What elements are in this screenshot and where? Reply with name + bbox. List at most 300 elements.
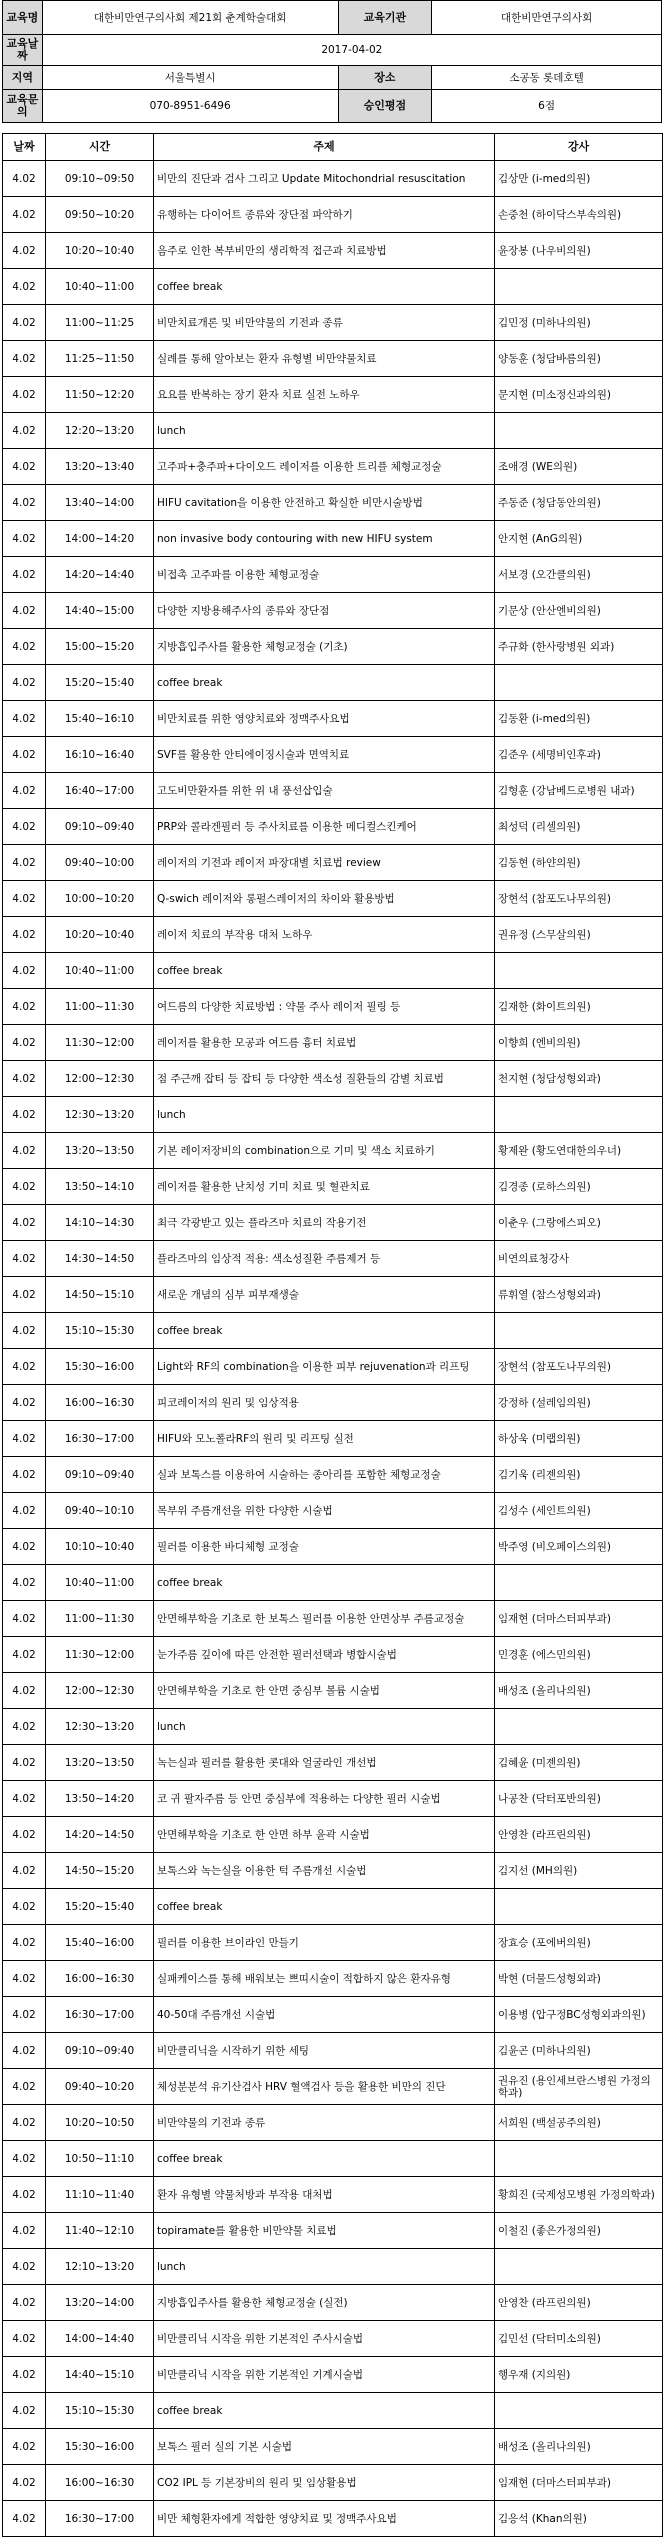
table-row: [3, 701, 663, 737]
cell-topic: CO2 IPL 등 기본장비의 원리 및 임상활용법: [154, 2465, 495, 2501]
cell-speaker: 김기욱 (리젠의원): [495, 1457, 663, 1493]
cell-date: 4.02: [3, 2429, 46, 2465]
table-row: [3, 2213, 663, 2249]
cell-topic: 기본 레이저장비의 combination으로 기미 및 색소 치료하기: [154, 1133, 495, 1169]
cell-date: 4.02: [3, 1637, 46, 1673]
cell-date: 4.02: [3, 197, 46, 233]
label-contact: 교육문의: [3, 90, 43, 123]
cell-topic: coffee break: [154, 2393, 495, 2429]
table-row: [3, 2285, 663, 2321]
cell-time: 14:40~15:00: [46, 593, 154, 629]
cell-speaker: 김준우 (세명비인후과): [495, 737, 663, 773]
table-row: [3, 197, 663, 233]
cell-time: 13:20~14:00: [46, 2285, 154, 2321]
cell-speaker: 이춘우 (그랑에스피오): [495, 1205, 663, 1241]
cell-time: 14:00~14:40: [46, 2321, 154, 2357]
cell-topic: 환자 유형별 약물처방과 부작용 대처법: [154, 2177, 495, 2213]
cell-time: 16:00~16:30: [46, 1385, 154, 1421]
cell-speaker: [495, 2141, 663, 2177]
cell-time: 15:30~16:00: [46, 2429, 154, 2465]
cell-topic: 비접촉 고주파를 이용한 체형교정술: [154, 557, 495, 593]
cell-date: 4.02: [3, 1997, 46, 2033]
table-row: [3, 269, 663, 305]
cell-time: 10:40~11:00: [46, 953, 154, 989]
col-header-time: 시간: [46, 134, 154, 161]
table-row: [3, 809, 663, 845]
cell-date: 4.02: [3, 701, 46, 737]
cell-date: 4.02: [3, 1133, 46, 1169]
cell-topic: lunch: [154, 413, 495, 449]
cell-time: 15:40~16:10: [46, 701, 154, 737]
cell-speaker: 천지현 (청담성형외과): [495, 1061, 663, 1097]
cell-date: 4.02: [3, 1025, 46, 1061]
cell-speaker: 윤장봉 (나우비의원): [495, 233, 663, 269]
table-row: [3, 1277, 663, 1313]
table-row: [3, 2033, 663, 2069]
cell-speaker: 김형훈 (강남베드로병원 내과): [495, 773, 663, 809]
table-row: [3, 2141, 663, 2177]
cell-topic: 필러를 이용한 바디체형 교정술: [154, 1529, 495, 1565]
cell-date: 4.02: [3, 2105, 46, 2141]
cell-topic: 비만 체형환자에게 적합한 영양치료 및 정맥주사요법: [154, 2501, 495, 2537]
cell-date: 4.02: [3, 593, 46, 629]
cell-time: 10:20~10:40: [46, 233, 154, 269]
cell-time: 11:00~11:30: [46, 989, 154, 1025]
cell-date: 4.02: [3, 1241, 46, 1277]
table-row: [3, 1241, 663, 1277]
table-row: [3, 1781, 663, 1817]
cell-time: 15:20~15:40: [46, 1889, 154, 1925]
cell-date: 4.02: [3, 1205, 46, 1241]
cell-topic: 다양한 지방용해주사의 종류와 장단점: [154, 593, 495, 629]
label-region: 지역: [3, 66, 43, 90]
cell-speaker: 서희원 (백설공주의원): [495, 2105, 663, 2141]
cell-time: 15:10~15:30: [46, 1313, 154, 1349]
cell-speaker: 이용병 (압구정BC성형외과의원): [495, 1997, 663, 2033]
cell-topic: 실패케이스를 통해 배워보는 쁘띠시술이 적합하지 않은 환자유형: [154, 1961, 495, 1997]
table-row: [3, 1025, 663, 1061]
cell-speaker: [495, 1313, 663, 1349]
cell-date: 4.02: [3, 2069, 46, 2105]
table-row: [3, 1673, 663, 1709]
cell-date: 4.02: [3, 1097, 46, 1133]
cell-time: 12:30~13:20: [46, 1709, 154, 1745]
table-row: [3, 1853, 663, 1889]
table-row: [3, 2321, 663, 2357]
cell-date: 4.02: [3, 1817, 46, 1853]
cell-date: 4.02: [3, 881, 46, 917]
cell-speaker: 강정하 (설레임의원): [495, 1385, 663, 1421]
table-row: [3, 449, 663, 485]
schedule-table: [2, 133, 663, 2537]
cell-speaker: [495, 2393, 663, 2429]
cell-date: 4.02: [3, 1925, 46, 1961]
table-row: [3, 2429, 663, 2465]
col-header-speaker: 강사: [495, 134, 663, 161]
cell-speaker: [495, 1565, 663, 1601]
table-row: [3, 377, 663, 413]
cell-speaker: 권유정 (스무살의원): [495, 917, 663, 953]
cell-time: 12:30~13:20: [46, 1097, 154, 1133]
cell-speaker: 장현석 (참포도나무의원): [495, 1349, 663, 1385]
cell-topic: 음주로 인한 복부비만의 생리학적 접근과 치료방법: [154, 233, 495, 269]
cell-date: 4.02: [3, 2501, 46, 2537]
table-row: [3, 629, 663, 665]
cell-speaker: 김동환 (i-med의원): [495, 701, 663, 737]
cell-date: 4.02: [3, 1673, 46, 1709]
cell-topic: HIFU와 모노폴라RF의 원리 및 리프팅 실전: [154, 1421, 495, 1457]
cell-date: 4.02: [3, 2141, 46, 2177]
cell-topic: 보톡스와 녹는실을 이용한 턱 주름개선 시술법: [154, 1853, 495, 1889]
cell-topic: coffee break: [154, 269, 495, 305]
table-row: [3, 1601, 663, 1637]
cell-topic: topiramate를 활용한 비만약물 치료법: [154, 2213, 495, 2249]
cell-topic: 비만클리닉 시작을 위한 기본적인 기계시술법: [154, 2357, 495, 2393]
cell-time: 11:00~11:30: [46, 1601, 154, 1637]
cell-time: 16:10~16:40: [46, 737, 154, 773]
cell-topic: 비만클리닉 시작을 위한 기본적인 주사시술법: [154, 2321, 495, 2357]
cell-speaker: 나공찬 (닥터포반의원): [495, 1781, 663, 1817]
table-row: [3, 1385, 663, 1421]
table-row: [3, 1313, 663, 1349]
cell-date: 4.02: [3, 2285, 46, 2321]
table-row: [3, 593, 663, 629]
table-row: [3, 1061, 663, 1097]
cell-topic: 40-50대 주름개선 시술법: [154, 1997, 495, 2033]
cell-date: 4.02: [3, 1745, 46, 1781]
cell-time: 13:20~13:50: [46, 1133, 154, 1169]
cell-topic: coffee break: [154, 1313, 495, 1349]
cell-time: 15:30~16:00: [46, 1349, 154, 1385]
cell-speaker: [495, 1097, 663, 1133]
label-course-name: 교육명: [3, 1, 43, 35]
cell-date: 4.02: [3, 161, 46, 197]
cell-time: 15:00~15:20: [46, 629, 154, 665]
cell-speaker: 임재현 (더마스터피부과): [495, 1601, 663, 1637]
cell-topic: lunch: [154, 1097, 495, 1133]
table-row: [3, 1565, 663, 1601]
cell-time: 15:20~15:40: [46, 665, 154, 701]
table-row: [3, 917, 663, 953]
cell-speaker: [495, 413, 663, 449]
cell-topic: Light와 RF의 combination을 이용한 피부 rejuvenation과 리프팅: [154, 1349, 495, 1385]
table-row: [3, 989, 663, 1025]
cell-date: 4.02: [3, 2321, 46, 2357]
cell-date: 4.02: [3, 1529, 46, 1565]
cell-time: 15:10~15:30: [46, 2393, 154, 2429]
cell-time: 16:30~17:00: [46, 1997, 154, 2033]
cell-date: 4.02: [3, 845, 46, 881]
course-name: 대한비만연구의사회 제21회 춘계학술대회: [42, 1, 338, 35]
cell-topic: 새로운 개념의 심부 피부재생술: [154, 1277, 495, 1313]
cell-date: 4.02: [3, 377, 46, 413]
cell-time: 09:10~09:50: [46, 161, 154, 197]
cell-date: 4.02: [3, 809, 46, 845]
cell-speaker: 배성조 (올리나의원): [495, 1673, 663, 1709]
cell-topic: 목부위 주름개선을 위한 다양한 시술법: [154, 1493, 495, 1529]
cell-date: 4.02: [3, 305, 46, 341]
label-place: 장소: [338, 66, 432, 90]
cell-topic: non invasive body contouring with new HIFU system: [154, 521, 495, 557]
cell-time: 10:10~10:40: [46, 1529, 154, 1565]
cell-topic: 실과 보톡스를 이용하여 시술하는 종아리를 포함한 체형교정술: [154, 1457, 495, 1493]
cell-time: 13:20~13:40: [46, 449, 154, 485]
cell-date: 4.02: [3, 485, 46, 521]
table-row: [3, 1817, 663, 1853]
cell-speaker: 양동훈 (청담바름의원): [495, 341, 663, 377]
cell-speaker: 이철진 (좋은가정의원): [495, 2213, 663, 2249]
cell-speaker: 민경훈 (에스민의원): [495, 1637, 663, 1673]
cell-speaker: 김상만 (i-med의원): [495, 161, 663, 197]
cell-date: 4.02: [3, 2033, 46, 2069]
table-row: [3, 1421, 663, 1457]
cell-date: 4.02: [3, 2177, 46, 2213]
cell-speaker: 김동현 (하얀의원): [495, 845, 663, 881]
cell-date: 4.02: [3, 773, 46, 809]
cell-date: 4.02: [3, 1061, 46, 1097]
course-info-table: [2, 0, 662, 123]
cell-topic: 최극 각광받고 있는 플라즈마 치료의 작용기전: [154, 1205, 495, 1241]
cell-time: 10:50~11:10: [46, 2141, 154, 2177]
cell-topic: 필러를 이용한 브이라인 만들기: [154, 1925, 495, 1961]
cell-date: 4.02: [3, 737, 46, 773]
cell-time: 09:10~09:40: [46, 2033, 154, 2069]
cell-speaker: 권유진 (용인세브란스병원 가정의학과): [495, 2069, 663, 2105]
cell-time: 09:50~10:20: [46, 197, 154, 233]
table-row: [3, 1709, 663, 1745]
cell-topic: 실례를 통해 알아보는 환자 유형별 비만약물치료: [154, 341, 495, 377]
cell-topic: 레이저를 활용한 모공과 여드름 흉터 치료법: [154, 1025, 495, 1061]
cell-speaker: 류휘열 (참스성형외과): [495, 1277, 663, 1313]
cell-date: 4.02: [3, 1781, 46, 1817]
cell-date: 4.02: [3, 1493, 46, 1529]
label-date: 교육날짜: [3, 35, 43, 66]
cell-topic: 고도비만환자를 위한 위 내 풍선삽입술: [154, 773, 495, 809]
cell-time: 14:20~14:50: [46, 1817, 154, 1853]
label-organization: 교육기관: [338, 1, 432, 35]
cell-topic: 레이저 치료의 부작용 대처 노하우: [154, 917, 495, 953]
cell-speaker: [495, 2249, 663, 2285]
cell-speaker: [495, 269, 663, 305]
cell-time: 12:00~12:30: [46, 1673, 154, 1709]
course-date: 2017-04-02: [42, 35, 661, 66]
cell-topic: 비만치료개론 및 비만약물의 기전과 종류: [154, 305, 495, 341]
cell-topic: 비만클리닉을 시작하기 위한 세팅: [154, 2033, 495, 2069]
cell-topic: lunch: [154, 2249, 495, 2285]
cell-date: 4.02: [3, 953, 46, 989]
cell-time: 13:50~14:20: [46, 1781, 154, 1817]
table-row: [3, 953, 663, 989]
table-row: [3, 1205, 663, 1241]
cell-topic: lunch: [154, 1709, 495, 1745]
cell-date: 4.02: [3, 665, 46, 701]
cell-speaker: 임재현 (더마스터피부과): [495, 2465, 663, 2501]
cell-time: 14:40~15:10: [46, 2357, 154, 2393]
table-row: [3, 1925, 663, 1961]
cell-topic: PRP와 콜라겐필러 등 주사치료를 이용한 메디컬스킨케어: [154, 809, 495, 845]
cell-speaker: 황제완 (황도연대한의우너): [495, 1133, 663, 1169]
cell-speaker: 최성덕 (리셀의원): [495, 809, 663, 845]
cell-time: 14:50~15:10: [46, 1277, 154, 1313]
table-row: [3, 413, 663, 449]
cell-time: 16:30~17:00: [46, 1421, 154, 1457]
cell-speaker: 김민정 (미하나의원): [495, 305, 663, 341]
cell-speaker: 기문상 (안산엔비의원): [495, 593, 663, 629]
cell-time: 13:20~13:50: [46, 1745, 154, 1781]
cell-speaker: 조애경 (WE의원): [495, 449, 663, 485]
table-row: [3, 2465, 663, 2501]
cell-time: 09:40~10:00: [46, 845, 154, 881]
cell-date: 4.02: [3, 1853, 46, 1889]
cell-topic: 보톡스 필러 실의 기본 시술법: [154, 2429, 495, 2465]
cell-time: 16:30~17:00: [46, 2501, 154, 2537]
cell-speaker: 김응석 (Khan의원): [495, 2501, 663, 2537]
cell-date: 4.02: [3, 1277, 46, 1313]
cell-topic: coffee break: [154, 2141, 495, 2177]
cell-speaker: 박주영 (비오페이스의원): [495, 1529, 663, 1565]
cell-topic: 피코레이저의 원리 및 임상적용: [154, 1385, 495, 1421]
cell-time: 11:30~12:00: [46, 1025, 154, 1061]
cell-time: 11:10~11:40: [46, 2177, 154, 2213]
cell-topic: coffee break: [154, 953, 495, 989]
cell-speaker: 주규화 (한사랑병원 외과): [495, 629, 663, 665]
cell-topic: coffee break: [154, 1889, 495, 1925]
cell-time: 15:40~16:00: [46, 1925, 154, 1961]
points: 6점: [432, 90, 662, 123]
cell-date: 4.02: [3, 413, 46, 449]
table-row: [3, 1889, 663, 1925]
cell-topic: coffee break: [154, 665, 495, 701]
cell-topic: coffee break: [154, 1565, 495, 1601]
cell-date: 4.02: [3, 1601, 46, 1637]
cell-date: 4.02: [3, 1421, 46, 1457]
cell-speaker: 하상욱 (미랩의원): [495, 1421, 663, 1457]
cell-speaker: [495, 665, 663, 701]
cell-topic: 비만치료를 위한 영양치료와 정맥주사요법: [154, 701, 495, 737]
cell-time: 14:50~15:20: [46, 1853, 154, 1889]
cell-speaker: 장현석 (참포도나무의원): [495, 881, 663, 917]
cell-date: 4.02: [3, 1349, 46, 1385]
cell-speaker: 서보경 (오간클의원): [495, 557, 663, 593]
cell-speaker: 김혜윤 (미젠의원): [495, 1745, 663, 1781]
cell-topic: 비만의 진단과 검사 그리고 Update Mitochondrial resuscitation: [154, 161, 495, 197]
cell-topic: 레이저의 기전과 레이저 파장대별 치료법 review: [154, 845, 495, 881]
label-points: 승인평점: [338, 90, 432, 123]
cell-speaker: 김재한 (화이트의원): [495, 989, 663, 1025]
cell-time: 12:20~13:20: [46, 413, 154, 449]
table-row: [3, 737, 663, 773]
cell-date: 4.02: [3, 2465, 46, 2501]
table-row: [3, 1637, 663, 1673]
cell-time: 09:40~10:20: [46, 2069, 154, 2105]
cell-time: 14:20~14:40: [46, 557, 154, 593]
region: 서울특별시: [42, 66, 338, 90]
table-row: [3, 881, 663, 917]
table-row: [3, 1169, 663, 1205]
table-row: [3, 1133, 663, 1169]
table-row: [3, 521, 663, 557]
table-row: [3, 1097, 663, 1133]
cell-date: 4.02: [3, 521, 46, 557]
cell-topic: 안면해부학을 기초로 한 보톡스 필러를 이용한 안면상부 주름교정술: [154, 1601, 495, 1637]
cell-topic: HIFU cavitation을 이용한 안전하고 확실한 비만시술방법: [154, 485, 495, 521]
cell-speaker: 이향희 (엔비의원): [495, 1025, 663, 1061]
cell-speaker: 김민선 (닥터미소의원): [495, 2321, 663, 2357]
cell-speaker: 박현 (더물드성형외과): [495, 1961, 663, 1997]
cell-date: 4.02: [3, 1313, 46, 1349]
cell-time: 10:20~10:40: [46, 917, 154, 953]
cell-topic: 여드름의 다양한 치료방법 : 약물 주사 레이저 필링 등: [154, 989, 495, 1025]
cell-time: 11:30~12:00: [46, 1637, 154, 1673]
cell-topic: 녹는실과 필러를 활용한 콧대와 얼굴라인 개선법: [154, 1745, 495, 1781]
cell-topic: Q-swich 레이저와 롱펄스레이저의 차이와 활용방법: [154, 881, 495, 917]
table-row: [3, 845, 663, 881]
cell-speaker: 안영찬 (라프린의원): [495, 2285, 663, 2321]
cell-date: 4.02: [3, 449, 46, 485]
col-header-date: 날짜: [3, 134, 46, 161]
cell-speaker: 안영찬 (라프린의원): [495, 1817, 663, 1853]
cell-date: 4.02: [3, 917, 46, 953]
cell-date: 4.02: [3, 269, 46, 305]
cell-speaker: 안지현 (AnG의원): [495, 521, 663, 557]
cell-date: 4.02: [3, 1457, 46, 1493]
table-row: [3, 1457, 663, 1493]
table-row: [3, 233, 663, 269]
table-row: [3, 2105, 663, 2141]
cell-date: 4.02: [3, 341, 46, 377]
cell-topic: 고주파+충주파+다이오드 레이저를 이용한 트리플 체형교정술: [154, 449, 495, 485]
cell-time: 14:30~14:50: [46, 1241, 154, 1277]
cell-topic: 지방흡입주사를 활용한 체형교정술 (기초): [154, 629, 495, 665]
table-row: [3, 1493, 663, 1529]
cell-time: 10:00~10:20: [46, 881, 154, 917]
table-row: [3, 2393, 663, 2429]
cell-topic: SVF를 활용한 안티에이징시술과 면역치료: [154, 737, 495, 773]
cell-time: 09:10~09:40: [46, 809, 154, 845]
cell-date: 4.02: [3, 557, 46, 593]
cell-time: 16:40~17:00: [46, 773, 154, 809]
cell-date: 4.02: [3, 1565, 46, 1601]
col-header-topic: 주제: [154, 134, 495, 161]
cell-topic: 플라즈마의 임상적 적용: 색소성질환 주름제거 등: [154, 1241, 495, 1277]
cell-date: 4.02: [3, 1961, 46, 1997]
cell-speaker: 김윤곤 (미하나의원): [495, 2033, 663, 2069]
cell-topic: 점 주근깨 잡티 등 잡티 등 다양한 색소성 질환들의 감별 치료법: [154, 1061, 495, 1097]
cell-topic: 안면해부학을 기초로 한 안면 중심부 볼륨 시술법: [154, 1673, 495, 1709]
schedule-body: [3, 161, 663, 2537]
table-row: [3, 485, 663, 521]
cell-topic: 레이저를 활용한 난치성 기미 치료 및 혈관치료: [154, 1169, 495, 1205]
cell-topic: 눈가주름 깊이에 따른 안전한 필러선택과 병합시술법: [154, 1637, 495, 1673]
cell-speaker: 비연의료청강사: [495, 1241, 663, 1277]
cell-topic: 코 귀 팔자주름 등 안면 중심부에 적용하는 다양한 필러 시술법: [154, 1781, 495, 1817]
cell-date: 4.02: [3, 2393, 46, 2429]
table-row: [3, 1745, 663, 1781]
cell-time: 10:40~11:00: [46, 1565, 154, 1601]
cell-time: 13:50~14:10: [46, 1169, 154, 1205]
cell-date: 4.02: [3, 1889, 46, 1925]
table-row: [3, 161, 663, 197]
cell-time: 16:00~16:30: [46, 1961, 154, 1997]
cell-topic: 요요를 반복하는 장기 환자 치료 실전 노하우: [154, 377, 495, 413]
cell-date: 4.02: [3, 989, 46, 1025]
cell-date: 4.02: [3, 1169, 46, 1205]
table-row: [3, 773, 663, 809]
cell-speaker: 김지선 (MH의원): [495, 1853, 663, 1889]
organization: 대한비만연구의사회: [432, 1, 662, 35]
cell-speaker: 김경종 (로하스의원): [495, 1169, 663, 1205]
cell-topic: 안면해부학을 기초로 한 안면 하부 윤곽 시술법: [154, 1817, 495, 1853]
